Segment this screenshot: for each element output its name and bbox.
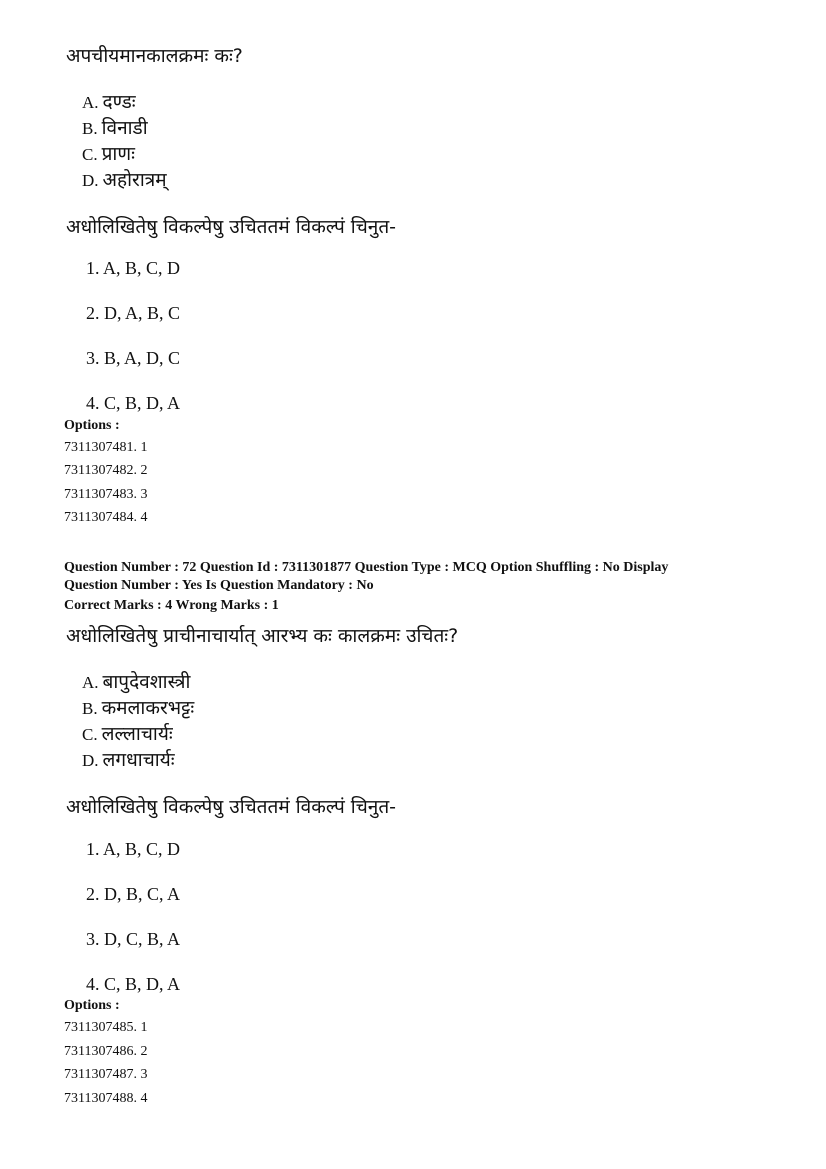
- q1-option-3: 7311307483. 3: [64, 487, 148, 502]
- item-letter: D.: [82, 171, 99, 190]
- item-text: बापुदेवशास्त्री: [102, 671, 191, 693]
- item-letter: A.: [82, 93, 99, 112]
- item-text: अहोरात्रम्: [102, 169, 167, 191]
- q2-item-b: [82, 694, 194, 720]
- q2-choice-3: 3. D, C, B, A: [86, 929, 181, 949]
- item-text: दण्डः: [102, 91, 136, 113]
- q2-meta-line-3: Correct Marks : 4 Wrong Marks : 1: [64, 598, 279, 613]
- item-letter: D.: [82, 751, 99, 770]
- item-text: लल्लाचार्यः: [101, 723, 173, 745]
- q1-item-d: [82, 166, 167, 192]
- q1-option-1: 7311307481. 1: [64, 440, 148, 455]
- q2-meta-line-1: Question Number : 72 Question Id : 7311301877 Question Type : MCQ Option Shuffling : No Display: [64, 560, 669, 575]
- q2-item-a: [82, 668, 190, 694]
- q2-item-d: [82, 746, 175, 772]
- q2-instruction: अधोलिखितेषु विकल्पेषु उचिततमं विकल्पं चिनुत-: [66, 796, 397, 818]
- q1-item-c: [82, 140, 135, 166]
- q1-choice-1: 1. A, B, C, D: [86, 258, 181, 278]
- q2-option-1: 7311307485. 1: [64, 1020, 148, 1035]
- item-text: विनाडी: [101, 117, 148, 139]
- q1-option-4: 7311307484. 4: [64, 510, 148, 525]
- q1-options-label: Options :: [64, 418, 120, 433]
- q1-choice-2: 2. D, A, B, C: [86, 303, 181, 323]
- q1-instruction: अधोलिखितेषु विकल्पेषु उचिततमं विकल्पं चिनुत-: [66, 216, 397, 238]
- q2-choice-2: 2. D, B, C, A: [86, 884, 181, 904]
- q2-option-4: 7311307488. 4: [64, 1091, 148, 1106]
- q2-option-2: 7311307486. 2: [64, 1044, 148, 1059]
- item-text: कमलाकरभट्टः: [101, 697, 195, 719]
- q1-choice-3: 3. B, A, D, C: [86, 348, 181, 368]
- q1-item-b: [82, 114, 148, 140]
- q1-choice-4: 4. C, B, D, A: [86, 393, 181, 413]
- q2-item-c: [82, 720, 173, 746]
- q2-choice-1: 1. A, B, C, D: [86, 839, 181, 859]
- item-letter: C.: [82, 145, 98, 164]
- item-text: प्राणः: [101, 143, 135, 165]
- item-letter: A.: [82, 673, 99, 692]
- item-letter: B.: [82, 119, 98, 138]
- item-text: लगधाचार्यः: [102, 749, 175, 771]
- item-letter: C.: [82, 725, 98, 744]
- q2-option-3: 7311307487. 3: [64, 1067, 148, 1082]
- item-letter: B.: [82, 699, 98, 718]
- q1-option-2: 7311307482. 2: [64, 463, 148, 478]
- q2-meta-line-2: Question Number : Yes Is Question Mandatory : No: [64, 578, 374, 593]
- q2-question: अधोलिखितेषु प्राचीनाचार्यात् आरभ्य कः कालक्रमः उचितः?: [66, 625, 459, 647]
- q2-choice-4: 4. C, B, D, A: [86, 974, 181, 994]
- q1-question: अपचीयमानकालक्रमः कः?: [66, 45, 243, 67]
- q2-options-label: Options :: [64, 998, 120, 1013]
- q1-item-a: [82, 88, 136, 114]
